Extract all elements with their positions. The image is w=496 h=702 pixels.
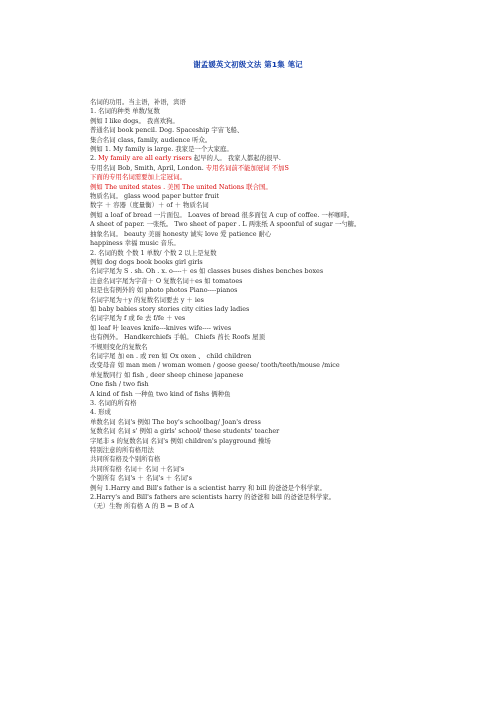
note-line: 2.Harry's and Bill's fathers are scientists harry 的爸爸和 bill 的爸爸是科学家。 — [90, 493, 336, 502]
note-line: 改变母音 如 man men / woman women / goose geese/ tooth/teeth/mouse /mice — [90, 361, 340, 370]
note-line: 个别所有 名词's ＋ 名词's ＋ 名词's — [90, 474, 192, 483]
highlighted-text: 专用名词前不能加冠词 不加S — [205, 163, 289, 172]
note-line: 下面的专用名词需要加上定冠词。 — [90, 173, 186, 182]
note-line: 例句 1.Harry and Bill's father is a scientist harry 和 bill 的爸爸是个科学家。 — [90, 483, 327, 492]
note-line: 名词字尾为 f 或 fe 去 f/fe ＋ ves — [90, 314, 186, 323]
note-line: 共同所有格 名词＋ 名词 ＋名词's — [90, 464, 185, 473]
note-line: 4. 形成 — [90, 408, 111, 417]
note-line: 如 baby babies story stories city cities lady ladies — [90, 304, 250, 313]
notes-body — [90, 98, 420, 512]
note-line: 复数名词 名词 s' 例如 a girls' school/ these students' teacher — [90, 427, 280, 436]
note-line: 单复数同行 如 fish , deer sheep chinese japanese — [90, 370, 244, 379]
note-line: 特别注意的所有格用法 — [90, 446, 154, 455]
page-title: 谢孟媛英文初级文法 第1集 笔记 — [193, 60, 303, 69]
note-line: 名词的功用。当主语，补语，宾语 — [90, 98, 186, 106]
note-line: A kind of fish 一种鱼 two kind of fishs 俩种鱼 — [90, 389, 231, 398]
note-line: 共同所有格及个别所有格 — [90, 455, 161, 464]
note-line: A sheet of paper. 一张纸。 Two sheet of paper . L 两张纸 A spoonful of sugar 一勺糖。 — [90, 220, 361, 229]
note-line: 物质名词。 glass wood paper butter fruit — [90, 192, 220, 201]
note-line: 1. 名词的种类 单数/复数 — [90, 107, 160, 116]
note-line: 例如 The united states . 美国 The united Nations 联合国。 — [90, 182, 272, 191]
note-line: 集合名词 class, family, audience 听众。 — [90, 135, 212, 144]
note-line: 注意名词字尾为字音＋ O 复数名词＋es 如 tomatoes — [90, 276, 243, 285]
note-line: 普通名词 book pencil. Dog. Spaceship 宇宙飞船、 — [90, 126, 244, 135]
note-line: 专用名词 Bob, Smith, April, London. 专用名词前不能加冠词 不加S — [90, 163, 289, 172]
note-line: 名词字尾 加 en . 或 ren 如 Ox oxen 、 child children — [90, 351, 252, 360]
note-line: 例如 dog dogs book books girl girls — [90, 257, 203, 266]
note-line: One fish / two fish — [90, 380, 149, 389]
note-line: 不规则变化的复数名 — [90, 342, 148, 351]
note-line: 例如 1. My family is large. 我家是一个大家庭。 — [90, 145, 233, 154]
highlighted-text: My family are all early risers — [98, 154, 192, 163]
note-line: 抽象名词。 beauty 美丽 honesty 诚实 love 爱 patience 耐心 — [90, 229, 272, 238]
note-line: 例如 a loaf of bread 一片面包。 Loaves of bread 很多面包 A cup of coffee. 一杯咖啡。 — [90, 210, 354, 219]
note-line: 如 leaf 叶 leaves knife---knives wife---- wives — [90, 323, 232, 332]
note-line: 3. 名词的所有格 — [90, 399, 137, 407]
note-line: 数字 ＋ 容器（度量衡）＋ of ＋ 物质名词 — [90, 201, 209, 210]
note-line: 但是也有例外的 如 photo photos Piano----pianos — [90, 286, 238, 295]
note-line: 2. My family are all early risers 起早的人。 我家人都起的很早. — [90, 154, 281, 163]
note-line: 也有例外。 Handkerchiefs 手帕。 Chiefs 酋长 Roofs 屋顶 — [90, 333, 265, 342]
note-line: 字尾非 s 的复数名词 名词's 例如 children's playground 操场 — [90, 436, 271, 445]
note-line: 例如 I like dogs。 我喜欢狗。 — [90, 116, 179, 125]
note-line: （无）生物 所有格 A 的 B = B of A — [90, 502, 194, 511]
note-line: happiness 幸福 music 音乐。 — [90, 239, 180, 248]
note-line: 名词字尾为＋y 的复数名词要去 y ＋ ies — [90, 295, 204, 304]
note-line: 2. 名词的数 个数 1 单数/ 个数 2 以上是复数 — [90, 248, 217, 257]
note-line: 单数名词 名词's 例如 The boy's schoolbag/ Joan's dress — [90, 417, 261, 426]
note-line: 名词字尾为 S . sh. Oh . x. o----＋ es 如 classes buses dishes benches boxes — [90, 267, 324, 276]
